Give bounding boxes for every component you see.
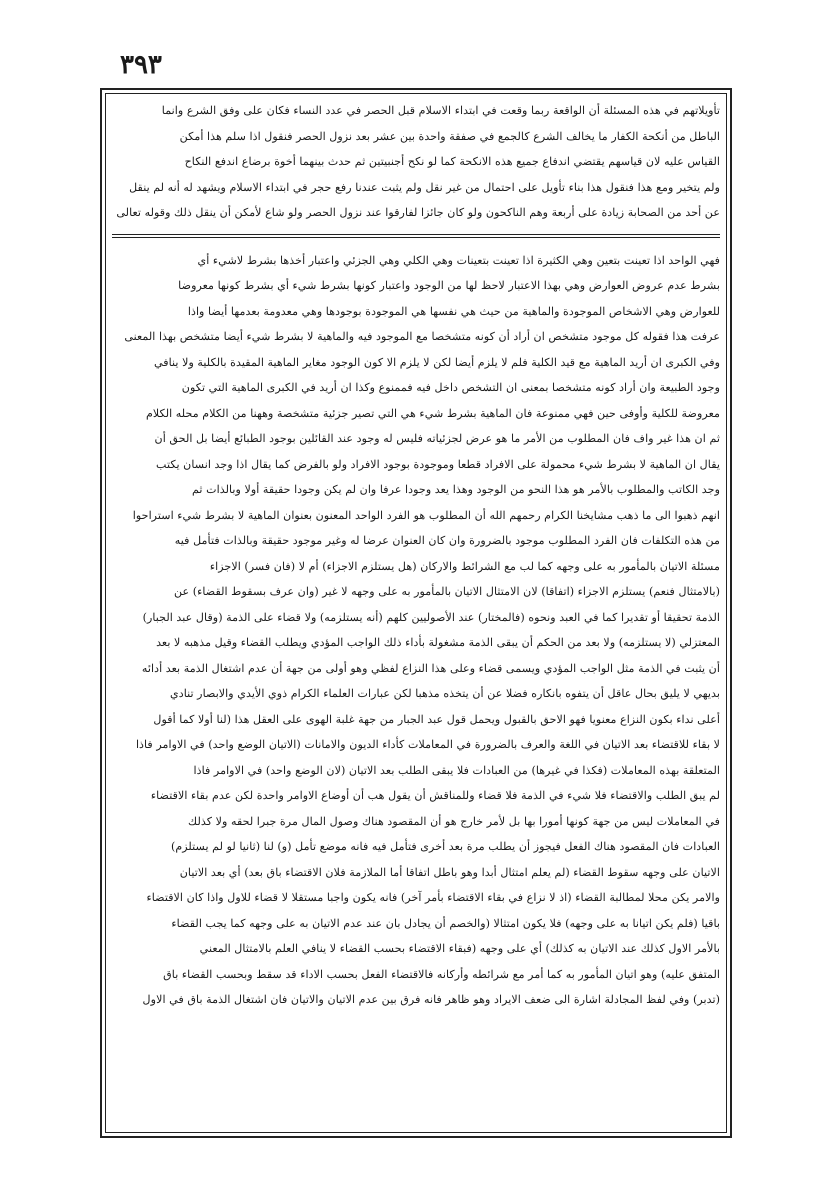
main-line: معروضة للكلية وأوفى حين فهي ممنوعة فان الماهية بشرط شيء هي التي تصير جزئية متشخصة وههنا من الكلام محله الكلام	[145, 406, 720, 420]
main-line: بشرط عدم عروض العوارض وهي بهذا الاعتبار لاحظ لها من الوجود واعتبار كونها بشرط شيء أي بشرط كونها معروضا	[178, 279, 720, 292]
margin-line: الباطل من أنكحة الكفار ما يخالف الشرع كالجمع في صفقة واحدة بين عشر بعد نزول الحصر فنقول اذا سلم هذا أمكن	[179, 129, 720, 143]
page-frame	[100, 88, 732, 1138]
main-line: بديهي لا يليق بحال عاقل أن يتفوه بانكاره فضلا عن أن يتخذه مذهبا لكن عبارات العلماء الكرام ذوي الأيدي والابصار تنادي	[169, 687, 720, 700]
main-line: أعلى نداء بكون النزاع معنويا فهو الاحق بالقبول ويحمل قول عبد الجبار من جهة غلبة الهوى على العقل هذا (لنا أولا كما أقول	[153, 712, 720, 726]
main-line: فهي الواحد اذا تعينت بتعين وهي الكثيرة اذا تعينت بتعينات وهي الكلي وهي الجزئي واعتبار أخذها بشرط لاشيء أي	[197, 253, 720, 267]
main-line: والامر يكن محلا لمطالبة القضاء (اذ لا نزاع في بقاء الاقتضاء بأمر آخر) فانه يكون واجبا مستقلا لا قضاء للاول واذا كان الاقتضاء	[146, 891, 720, 904]
main-line: انهم ذهبوا الى ما ذهب مشايخنا الكرام رحمهم الله أن المطلوب هو الفرد الواحد المعنون بعنوان الماهية لا بشرط شيء استراحوا	[132, 508, 720, 522]
main-line: الاتيان على وجهه سقوط القضاء (لم يعلم امتثال أبدا وهو باطل اتفاقا أما الملازمة فلان الاقتضاء باق بعد) أي بعد الاتيان	[179, 865, 720, 879]
main-line: (تدبر) وفي لفظ المجادلة اشارة الى ضعف الايراد وهو ظاهر فانه فرق بين عدم الاتيان والاتيان فان اشتغال الذمة باق في الاول	[142, 993, 720, 1006]
margin-commentary	[112, 98, 720, 226]
main-line: يقال ان الماهية لا بشرط شيء محمولة على الافراد قطعا وموجودة بوجود الافراد ولو بالفرض كما يقال اذا وجد انسان يكتب	[155, 457, 720, 471]
main-line: في المعاملات ليس من جهة كونها أمورا بها بل لأمر خارج هو أن المقصود هناك وصول المال مرة جبرا لحقه ولا كذلك	[188, 814, 720, 828]
main-line: الذمة تحقيقا أو تقديرا كما في العبد ونحوه (فالمختار) عند الأصوليين كلهم (أنه يستلزمه) ولا قضاء على الذمة (وقال عبد الجبار)	[142, 610, 720, 624]
main-line: وفي الكبرى ان أريد الماهية مع قيد الكلية فلم لا يلزم أيضا لكن لا يلزم الا كون الوجود مغاير الماهية المقيدة بالكلية ولا ينافي	[153, 355, 720, 369]
main-line: لا بقاء للاقتضاء بعد الاتيان في اللغة والعرف بالضرورة في المعاملات كأداء الديون والامانات (الاتيان الوضع واحد) في الاوامر فاذا	[135, 738, 720, 751]
section-divider	[112, 234, 720, 238]
main-line: العبادات فان المقصود هناك الفعل فيجوز أن يطلب مرة بعد أخرى فتأمل فيه فانه موضع تأمل (و) لنا (ثانيا لو لم يستلزم)	[170, 840, 720, 853]
main-line: بالأمر الاول كذلك عند الاتيان به كذلك) أي على وجهه (فبقاء الاقتضاء بحسب القضاء لا ينافي العلم بالامتثال المعني	[199, 942, 720, 955]
main-text	[112, 248, 720, 1013]
margin-line: عن أحد من الصحابة زيادة على أربعة وهم الناكحون ولو كان جائزا لفارقوا عند نزول الحصر ولو شاع لأمكن أن ينقل ذلك وقوله تعالى	[116, 206, 720, 219]
page-number: ٣٩٣	[120, 50, 162, 80]
main-line: وجود الطبيعة وان أراد كونه متشخصا بمعنى ان التشخص داخل فيه فممنوع وكذا ان أريد في الكبرى الماهية التي تكون	[181, 381, 720, 394]
main-line: (بالامتثال فنعم) يستلزم الاجزاء (اتفاقا) لان الامتثال الاتيان بالمأمور به على وجهه لا غير (وان عرف بسقوط القضاء) عن	[173, 585, 720, 598]
main-line: أن يثبت في الذمة مثل الواجب المؤدي ويسمى قضاء وعلى هذا النزاع لفظي وهو أولى من جهة أن عدم اشتغال الذمة بعد أدائه	[141, 661, 720, 675]
main-line: من هذه التكلفات فان الفرد المطلوب موجود بالضرورة وان كان العنوان عرضا له وغير موجود حقيقة وبالذات فتأمل فيه	[174, 534, 720, 547]
main-line: المتعلقة بهذه المعاملات (فكذا في غيرها) من العبادات فلا يبقى الطلب بعد الاتيان (لان الوضع واحد) في الاوامر فاذا	[193, 763, 720, 777]
main-line: مسئلة الاتيان بالمأمور به على وجهه كما لب مع الشرائط والاركان (هل يستلزم الاجزاء) أم لا (فان فسر) الاجزاء	[209, 559, 720, 573]
main-line: وجد الكاتب والمطلوب بالأمر هو هذا النحو من الوجود وهذا يعد وجودا عرفا وان لم يكن وجودا حقيقة أولا وبالذات ثم	[191, 483, 720, 496]
main-line: عرفت هذا فقوله كل موجود متشخص ان أراد أن كونه متشخصا مع الموجود فيه والماهية لا بشرط شيء أيضا متشخص بهذا المعنى	[124, 330, 720, 343]
main-line: للعوارض وهي الاشخاص الموجودة والماهية من حيث هي نفسها هي الموجودة بوجودها وهي معدومة بعدمها أيضا واذا	[187, 304, 720, 318]
main-line: باقيا (فلم يكن اتيانا به على وجهه) فلا يكون امتثالا (والخصم أن يجادل بان عند عدم الاتيان به على وجهه كما يجب القضاء	[171, 916, 720, 930]
margin-line: القياس عليه لان قياسهم يقتضي اندفاع جميع هذه الانكحة كما لو نكح أجنبيتين ثم حدث بينهما أخوة برضاع اندفع النكاح	[184, 155, 720, 168]
margin-line: تأويلاتهم في هذه المسئلة أن الواقعة ربما وقعت في ابتداء الاسلام قبل الحصر في عدد النساء فكان على وفق الشرع وانما	[161, 104, 720, 117]
main-line: المتفق عليه) وهو اتيان المأمور به كما أمر مع شرائطه وأركانه فالاقتضاء الفعل بحسب الاداء قد سقط وبحسب القضاء باق	[163, 967, 720, 981]
main-line: ثم ان هذا غير واف فان المطلوب من الأمر ما هو عرض لجزئياته فليس له وجود عند القائلين بوجود الطبائع أيضا بل الحق أن	[154, 432, 720, 445]
main-line: لم يبق الطلب والاقتضاء فلا شيء في الذمة فلا قضاء وللمناقش أن يقول هب أن أوضاع الاوامر واحدة لكن عدم بقاء الاقتضاء	[150, 789, 720, 802]
margin-line: ولم يتخير ومع هذا فنقول هذا بناء تأويل على احتمال من غير نقل ولم يثبت عندنا رفع حجر في ابتداء الاسلام ويشهد له أنه لم ينقل	[129, 180, 720, 194]
main-line: المعتزلي (لا يستلزمه) ولا بعد من الحكم أن يبقى الذمة مشغولة بأداء ذلك الواجب المؤدي ويطلب القضاء وقيل مذهبه لا بعد	[156, 636, 720, 649]
